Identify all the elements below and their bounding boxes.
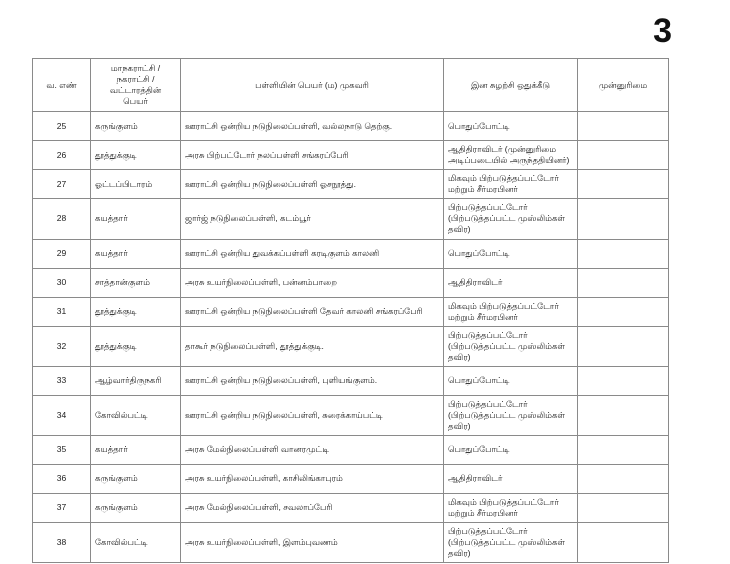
cell-block-name: தூத்துக்குடி [91,141,181,170]
cell-priority [578,366,669,395]
cell-school-name: அரசு உயர்நிலைப்பள்ளி, பன்னம்பாறை [181,268,444,297]
cell-priority [578,268,669,297]
cell-priority [578,326,669,366]
cell-community-rotation: பொதுப்போட்டி [444,435,578,464]
cell-serial-number: 38 [33,522,91,562]
table-row [33,199,669,239]
table-row [33,112,669,141]
header-row [33,59,669,112]
cell-block-name: கோவில்பட்டி [91,395,181,435]
table-header [33,59,669,112]
table-row [33,239,669,268]
cell-community-rotation: ஆதிதிராவிடர் [444,464,578,493]
cell-serial-number: 30 [33,268,91,297]
cell-school-name: அரசு மேல்நிலைப்பள்ளி வானரமுட்டி [181,435,444,464]
cell-community-rotation: பிற்படுத்தப்பட்டோர் (பிற்படுத்தப்பட்ட முஸ்லிம்கள் தவிர) [444,522,578,562]
cell-block-name: கயத்தார் [91,435,181,464]
table-body [33,112,669,563]
cell-block-name: தூத்துக்குடி [91,297,181,326]
cell-priority [578,239,669,268]
table-row [33,493,669,522]
cell-serial-number: 33 [33,366,91,395]
cell-priority [578,297,669,326]
table-row [33,435,669,464]
cell-school-name: ஊராட்சி ஒன்றிய நடுநிலைப்பள்ளி, புளியங்குளம். [181,366,444,395]
cell-school-name: ஊராட்சி ஒன்றிய நடுநிலைப்பள்ளி, வல்லநாடு தெற்கு. [181,112,444,141]
cell-block-name: ஆழ்வார்திருநகரி [91,366,181,395]
page-number: 3 [653,12,672,50]
header-serial-number: வ. எண் [33,59,91,112]
cell-priority [578,522,669,562]
cell-school-name: ஊராட்சி ஒன்றிய நடுநிலைப்பள்ளி தேவர் காலனி சங்கரப்பேரி [181,297,444,326]
cell-priority [578,141,669,170]
cell-school-name: ஜார்ஜ் நடுநிலைப்பள்ளி, கடம்பூர் [181,199,444,239]
cell-block-name: கோவில்பட்டி [91,522,181,562]
header-block-name: மாநகராட்சி / நகராட்சி / வட்டாரத்தின் பெயர் [91,59,181,112]
cell-community-rotation: மிகவும் பிற்படுத்தப்பட்டோர் மற்றும் சீர்மரபினர் [444,170,578,199]
cell-school-name: அரசு மேல்நிலைப்பள்ளி, சவலாப்பேரி [181,493,444,522]
cell-school-name: அரசு உயர்நிலைப்பள்ளி, இளம்புவணம் [181,522,444,562]
cell-priority [578,395,669,435]
cell-block-name: தூத்துக்குடி [91,326,181,366]
cell-community-rotation: பொதுப்போட்டி [444,239,578,268]
table-row [33,170,669,199]
cell-block-name: சாத்தான்குளம் [91,268,181,297]
table-row [33,326,669,366]
cell-priority [578,170,669,199]
cell-serial-number: 34 [33,395,91,435]
cell-school-name: அரசு உயர்நிலைப்பள்ளி, காசிலிங்காபுரம் [181,464,444,493]
table-row [33,141,669,170]
cell-community-rotation: மிகவும் பிற்படுத்தப்பட்டோர் மற்றும் சீர்மரபினர் [444,493,578,522]
cell-community-rotation: பிற்படுத்தப்பட்டோர் (பிற்படுத்தப்பட்ட முஸ்லிம்கள் தவிர) [444,199,578,239]
cell-serial-number: 32 [33,326,91,366]
cell-block-name: கருங்குளம் [91,493,181,522]
cell-school-name: ஊராட்சி ஒன்றிய துவக்கப்பள்ளி கரடிகுளம் காலனி [181,239,444,268]
cell-priority [578,493,669,522]
cell-serial-number: 28 [33,199,91,239]
cell-school-name: தாகூர் நடுநிலைப்பள்ளி, தூத்துக்குடி. [181,326,444,366]
cell-block-name: கருங்குளம் [91,112,181,141]
cell-community-rotation: பொதுப்போட்டி [444,366,578,395]
cell-priority [578,464,669,493]
table-row [33,395,669,435]
cell-priority [578,199,669,239]
cell-block-name: ஓட்டப்பிடாரம் [91,170,181,199]
cell-school-name: ஊராட்சி ஒன்றிய நடுநிலைப்பள்ளி ஓசநூத்து. [181,170,444,199]
cell-block-name: கருங்குளம் [91,464,181,493]
cell-priority [578,112,669,141]
header-school-name: பள்ளியின் பெயர் (ம) முகவரி [181,59,444,112]
school-allocation-table [32,58,669,563]
cell-block-name: கயத்தார் [91,239,181,268]
cell-community-rotation: மிகவும் பிற்படுத்தப்பட்டோர் மற்றும் சீர்மரபினர் [444,297,578,326]
cell-community-rotation: ஆதிதிராவிடர் (முன்னுரிமை அடிப்படையில் அருந்ததியினர்) [444,141,578,170]
header-priority: முன்னுரிமை [578,59,669,112]
table-row [33,464,669,493]
table-row [33,366,669,395]
cell-serial-number: 27 [33,170,91,199]
table-row [33,297,669,326]
cell-priority [578,435,669,464]
cell-serial-number: 35 [33,435,91,464]
cell-school-name: ஊராட்சி ஒன்றிய நடுநிலைப்பள்ளி, சுரைக்காய்பட்டி [181,395,444,435]
cell-community-rotation: பொதுப்போட்டி [444,112,578,141]
header-community-rotation: இன சுழற்சி ஒதுக்கீடு [444,59,578,112]
cell-serial-number: 36 [33,464,91,493]
cell-community-rotation: பிற்படுத்தப்பட்டோர் (பிற்படுத்தப்பட்ட முஸ்லிம்கள் தவிர) [444,395,578,435]
table-row [33,268,669,297]
cell-serial-number: 26 [33,141,91,170]
cell-serial-number: 31 [33,297,91,326]
cell-school-name: அரசு பிற்பட்டோர் நலப்பள்ளி சங்கரப்பேரி [181,141,444,170]
table-row [33,522,669,562]
cell-block-name: கயத்தார் [91,199,181,239]
cell-community-rotation: பிற்படுத்தப்பட்டோர் (பிற்படுத்தப்பட்ட முஸ்லிம்கள் தவிர) [444,326,578,366]
cell-serial-number: 29 [33,239,91,268]
cell-serial-number: 37 [33,493,91,522]
cell-community-rotation: ஆதிதிராவிடர் [444,268,578,297]
cell-serial-number: 25 [33,112,91,141]
